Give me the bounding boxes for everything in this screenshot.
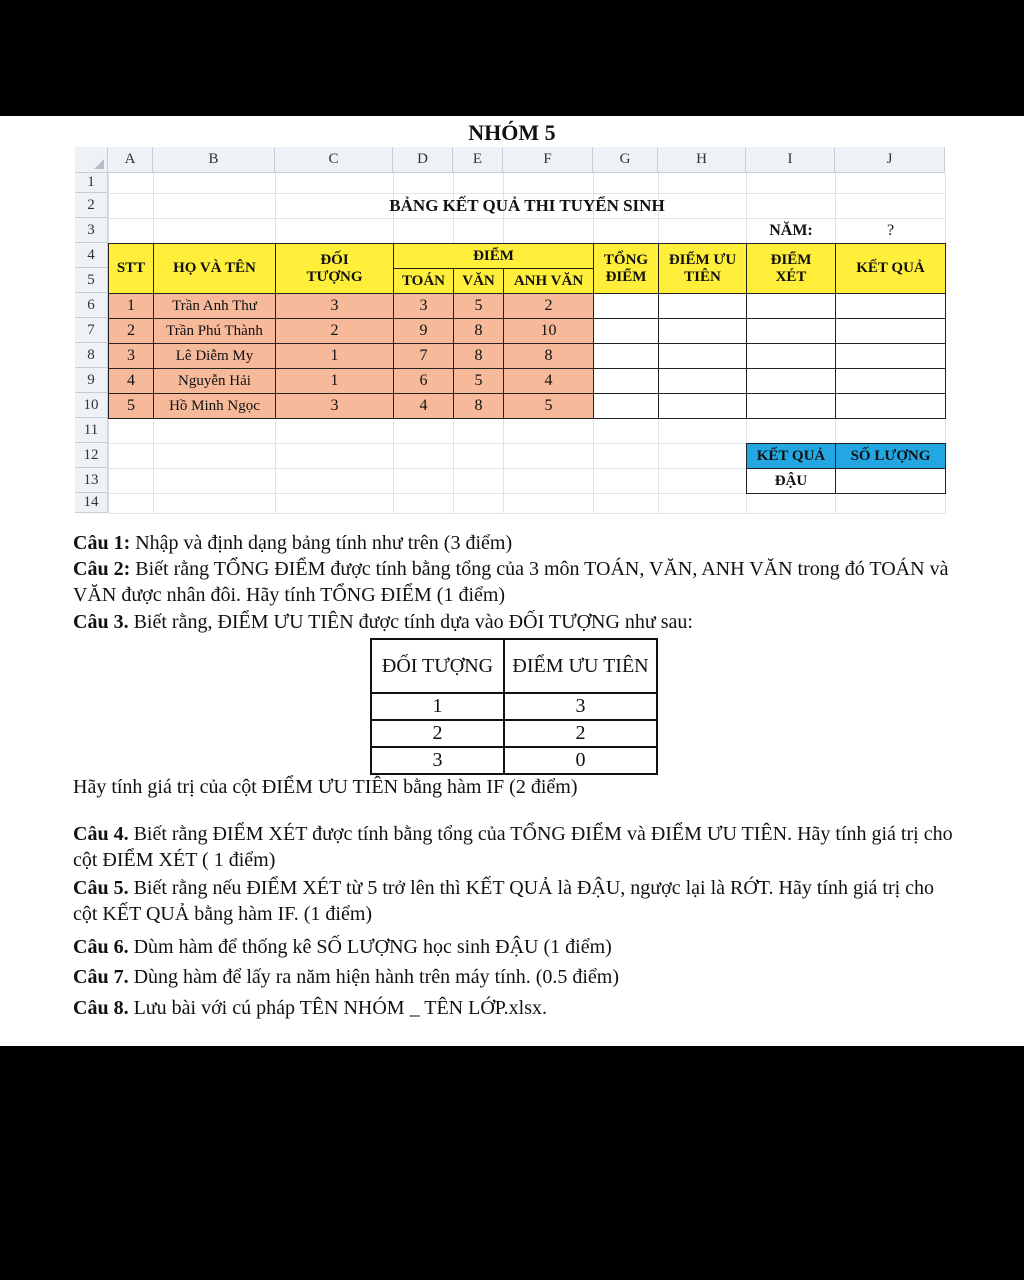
cell-tong-diem[interactable] — [593, 293, 659, 319]
cell-tong-diem[interactable] — [593, 318, 659, 344]
cell-diem-uu-tien[interactable] — [658, 318, 747, 344]
summary-header-so-luong[interactable]: SỐ LƯỢNG — [835, 443, 946, 469]
priority-table — [370, 638, 658, 775]
q8-text: Lưu bài với cú pháp TÊN NHÓM _ TÊN LỚP.xlsx. — [128, 997, 548, 1019]
q1-label: Câu 1: — [73, 532, 131, 554]
row-header[interactable]: 5 — [75, 268, 108, 293]
row-header[interactable]: 9 — [75, 368, 108, 393]
header-van[interactable]: VĂN — [453, 268, 504, 294]
column-header[interactable]: A — [108, 147, 153, 173]
cell-doi-tuong[interactable]: 2 — [275, 318, 394, 344]
cell-diem-xet[interactable] — [746, 393, 836, 419]
cell-van[interactable]: 8 — [453, 393, 504, 419]
question-5 — [73, 875, 963, 927]
column-header[interactable]: C — [275, 147, 393, 173]
header-stt[interactable]: STT — [108, 243, 154, 294]
question-3-instruction: Hãy tính giá trị của cột ĐIỂM ƯU TIÊN bằng hàm IF (2 điểm) — [73, 776, 578, 798]
row-header[interactable]: 7 — [75, 318, 108, 343]
prio-cell: 0 — [504, 747, 657, 774]
cell-van[interactable]: 8 — [453, 318, 504, 344]
header-diem[interactable]: ĐIỂM — [393, 243, 594, 269]
summary-dau[interactable]: ĐẬU — [746, 468, 836, 494]
cell-name[interactable]: Lê Diễm My — [153, 343, 276, 369]
q5-label: Câu 5. — [73, 877, 129, 899]
q7-label: Câu 7. — [73, 966, 129, 988]
question-4 — [73, 821, 963, 873]
column-header[interactable]: J — [835, 147, 945, 173]
prio-cell: 3 — [371, 747, 504, 774]
header-ket-qua[interactable]: KẾT QUẢ — [835, 243, 946, 294]
header-diem-uu-tien[interactable]: ĐIỂM ƯU TIÊN — [658, 243, 747, 294]
gridline — [108, 513, 945, 514]
cell-ket-qua[interactable] — [835, 368, 946, 394]
question-3 — [73, 609, 963, 635]
row-header[interactable]: 4 — [75, 243, 108, 268]
cell-anh-van[interactable]: 8 — [503, 343, 594, 369]
cell-diem-uu-tien[interactable] — [658, 343, 747, 369]
column-header[interactable]: E — [453, 147, 503, 173]
table-title[interactable]: BẢNG KẾT QUẢ THI TUYỂN SINH — [389, 195, 665, 215]
cell-name[interactable]: Nguyễn Hải — [153, 368, 276, 394]
row-header[interactable]: 8 — [75, 343, 108, 368]
select-all-corner[interactable] — [75, 147, 108, 173]
cell-van[interactable]: 5 — [453, 368, 504, 394]
q4-text: Biết rằng ĐIỂM XÉT được tính bằng tổng của TỔNG ĐIỂM và ĐIỂM ƯU TIÊN. Hãy tính giá trị cho cột ĐIỂM XÉT ( 1 điểm) — [73, 823, 953, 871]
cell-diem-xet[interactable] — [746, 318, 836, 344]
cell-anh-van[interactable]: 4 — [503, 368, 594, 394]
q5-text: Biết rằng nếu ĐIỂM XÉT từ 5 trở lên thì KẾT QUẢ là ĐẬU, ngược lại là RỚT. Hãy tính giá trị cho cột KẾT QUẢ bằng hàm IF. (1 điểm) — [73, 877, 935, 925]
cell-toan[interactable]: 3 — [393, 293, 454, 319]
cell-stt[interactable]: 1 — [108, 293, 154, 319]
column-header[interactable]: G — [593, 147, 658, 173]
worksheet-page — [0, 116, 1024, 1046]
cell-toan[interactable]: 6 — [393, 368, 454, 394]
row-header[interactable]: 12 — [75, 443, 108, 468]
column-header[interactable]: H — [658, 147, 746, 173]
year-label[interactable]: NĂM: — [769, 222, 813, 240]
summary-dau-count[interactable] — [835, 468, 946, 494]
cell-van[interactable]: 8 — [453, 343, 504, 369]
cell-ket-qua[interactable] — [835, 293, 946, 319]
cell-diem-uu-tien[interactable] — [658, 393, 747, 419]
cell-doi-tuong[interactable]: 1 — [275, 343, 394, 369]
header-anh-van[interactable]: ANH VĂN — [503, 268, 594, 294]
prio-header-doi-tuong: ĐỐI TƯỢNG — [371, 639, 504, 693]
prio-cell: 2 — [371, 720, 504, 747]
summary-header-ket-qua[interactable]: KẾT QUẢ — [746, 443, 836, 469]
cell-diem-xet[interactable] — [746, 368, 836, 394]
cell-anh-van[interactable]: 5 — [503, 393, 594, 419]
cell-toan[interactable]: 4 — [393, 393, 454, 419]
row-header[interactable]: 14 — [75, 493, 108, 513]
cell-stt[interactable]: 3 — [108, 343, 154, 369]
cell-anh-van[interactable]: 10 — [503, 318, 594, 344]
column-header[interactable]: B — [153, 147, 275, 173]
prio-header-diem-uu-tien: ĐIỂM ƯU TIÊN — [504, 639, 657, 693]
cell-ket-qua[interactable] — [835, 393, 946, 419]
column-header[interactable]: I — [746, 147, 835, 173]
cell-name[interactable]: Trần Anh Thư — [153, 293, 276, 319]
cell-doi-tuong[interactable]: 1 — [275, 368, 394, 394]
q3-label: Câu 3. — [73, 611, 129, 633]
header-name[interactable]: HỌ VÀ TÊN — [153, 243, 276, 294]
q4-label: Câu 4. — [73, 823, 129, 845]
cell-tong-diem[interactable] — [593, 393, 659, 419]
question-6 — [73, 934, 963, 960]
cell-ket-qua[interactable] — [835, 318, 946, 344]
question-7 — [73, 964, 963, 990]
row-header[interactable]: 2 — [75, 193, 108, 218]
q7-text: Dùng hàm để lấy ra năm hiện hành trên máy tính. (0.5 điểm) — [128, 966, 619, 988]
cell-tong-diem[interactable] — [593, 368, 659, 394]
cell-toan[interactable]: 9 — [393, 318, 454, 344]
q6-label: Câu 6. — [73, 936, 129, 958]
column-header[interactable]: F — [503, 147, 593, 173]
cell-ket-qua[interactable] — [835, 343, 946, 369]
cell-diem-uu-tien[interactable] — [658, 368, 747, 394]
q6-text: Dùm hàm để thống kê SỐ LƯỢNG học sinh ĐẬU (1 điểm) — [128, 936, 612, 958]
question-2 — [73, 556, 963, 608]
year-value[interactable]: ? — [886, 222, 895, 240]
row-header[interactable]: 3 — [75, 218, 108, 243]
q3-text: Biết rằng, ĐIỂM ƯU TIÊN được tính dựa vào ĐỐI TƯỢNG như sau: — [128, 611, 693, 633]
row-header[interactable]: 13 — [75, 468, 108, 493]
cell-van[interactable]: 5 — [453, 293, 504, 319]
cell-stt[interactable]: 4 — [108, 368, 154, 394]
prio-cell: 3 — [504, 693, 657, 720]
cell-doi-tuong[interactable]: 3 — [275, 393, 394, 419]
q2-text: Biết rằng TỔNG ĐIỂM được tính bằng tổng của 3 môn TOÁN, VĂN, ANH VĂN trong đó TOÁN và VĂN được nhân đôi. Hãy tính TỔNG ĐIỂM (1 điểm) — [73, 558, 949, 606]
cell-diem-xet[interactable] — [746, 343, 836, 369]
cell-stt[interactable]: 5 — [108, 393, 154, 419]
q1-text: Nhập và định dạng bảng tính như trên (3 điểm) — [130, 532, 513, 554]
row-header[interactable]: 11 — [75, 418, 108, 443]
cell-name[interactable]: Hồ Minh Ngọc — [153, 393, 276, 419]
cell-tong-diem[interactable] — [593, 343, 659, 369]
question-1 — [73, 530, 963, 556]
q8-label: Câu 8. — [73, 997, 129, 1019]
row-header[interactable]: 10 — [75, 393, 108, 418]
header-doi-tuong[interactable]: ĐỐI TƯỢNG — [275, 243, 394, 294]
header-tong-diem[interactable]: TỔNG ĐIỂM — [593, 243, 659, 294]
prio-cell: 2 — [504, 720, 657, 747]
prio-cell: 1 — [371, 693, 504, 720]
cell-diem-uu-tien[interactable] — [658, 293, 747, 319]
question-8 — [73, 995, 963, 1021]
column-header[interactable]: D — [393, 147, 453, 173]
page-title: NHÓM 5 — [468, 120, 556, 145]
cell-doi-tuong[interactable]: 3 — [275, 293, 394, 319]
cell-stt[interactable]: 2 — [108, 318, 154, 344]
q2-label: Câu 2: — [73, 558, 131, 580]
row-header[interactable]: 6 — [75, 293, 108, 318]
cell-name[interactable]: Trần Phú Thành — [153, 318, 276, 344]
row-header[interactable]: 1 — [75, 173, 108, 193]
header-toan[interactable]: TOÁN — [393, 268, 454, 294]
cell-anh-van[interactable]: 2 — [503, 293, 594, 319]
cell-toan[interactable]: 7 — [393, 343, 454, 369]
header-diem-xet[interactable]: ĐIỂM XÉT — [746, 243, 836, 294]
cell-diem-xet[interactable] — [746, 293, 836, 319]
